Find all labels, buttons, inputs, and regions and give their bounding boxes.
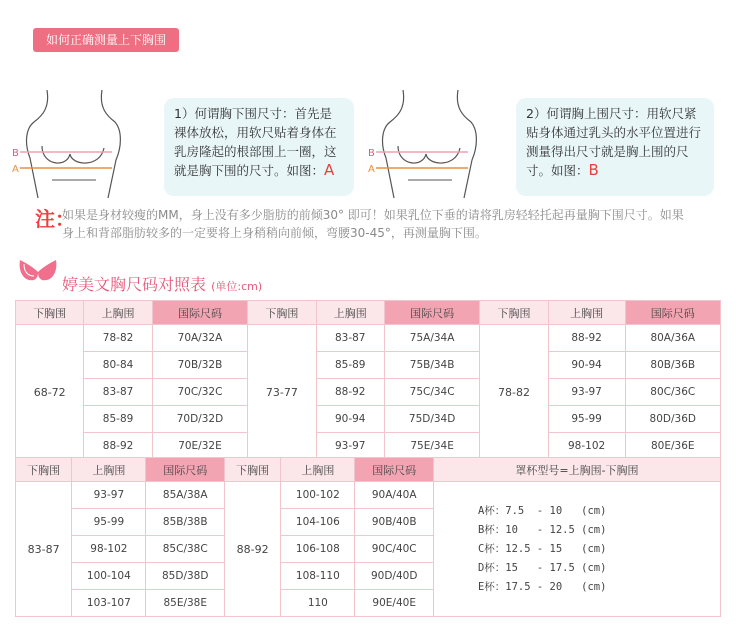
label-a: A [368, 164, 375, 175]
section-tag: 如何正确测量上下胸围 [33, 28, 179, 52]
header-intl-size: 国际尺码 [625, 301, 720, 325]
bra-icon [16, 256, 60, 286]
label-b: B [368, 148, 375, 159]
table-title [16, 256, 716, 292]
intl-size-value: 70C/32C [152, 379, 247, 406]
header-over-bust: 上胸围 [548, 301, 625, 325]
over-bust-value: 93-97 [548, 379, 625, 406]
over-bust-value: 90-94 [548, 352, 625, 379]
instruction-under-text: 1）何谓胸下围尺寸：首先是裸体放松，用软尺贴着身体在乳房隆起的根部围上一圈，这就是胸下围的尺寸。如图： [174, 106, 337, 178]
table-row [16, 352, 721, 379]
intl-size-value: 85B/38B [146, 509, 224, 536]
intl-size-value: 70A/32A [152, 325, 247, 352]
intl-size-value: 90A/40A [355, 482, 433, 509]
over-bust-value: 93-97 [72, 482, 146, 509]
table-row [16, 379, 721, 406]
cup-size-line: C杯：12.5 - 15 (cm) [477, 542, 607, 555]
cup-size-line: E杯：17.5 - 20 (cm) [477, 580, 607, 593]
header-cup-formula: 罩杯型号=上胸围-下胸围 [433, 458, 720, 482]
instruction-under-mark: A [324, 161, 335, 179]
instruction-over-mark: B [588, 161, 599, 179]
over-bust-value: 108-110 [281, 563, 355, 590]
under-bust-range: 78-82 [480, 325, 548, 460]
table-header-row [16, 458, 721, 482]
over-bust-value: 88-92 [316, 379, 384, 406]
intl-size-value: 85D/38D [146, 563, 224, 590]
header-under-bust: 下胸围 [16, 301, 84, 325]
over-bust-value: 90-94 [316, 406, 384, 433]
intl-size-value: 85E/38E [146, 590, 224, 617]
over-bust-value: 100-104 [72, 563, 146, 590]
intl-size-value: 80A/36A [625, 325, 720, 352]
intl-size-value: 70E/32E [152, 433, 247, 460]
over-bust-value: 80-84 [84, 352, 152, 379]
intl-size-value: 85C/38C [146, 536, 224, 563]
header-over-bust: 上胸围 [72, 458, 146, 482]
torso-illustration [12, 88, 122, 200]
over-bust-value: 78-82 [84, 325, 152, 352]
over-bust-value: 95-99 [72, 509, 146, 536]
header-under-bust: 下胸围 [248, 301, 316, 325]
intl-size-value: 90C/40C [355, 536, 433, 563]
table-row [16, 406, 721, 433]
cup-size-line: B杯：10 - 12.5 (cm) [477, 523, 607, 536]
intl-size-value: 90B/40B [355, 509, 433, 536]
under-bust-range: 88-92 [224, 482, 280, 617]
table-row [16, 482, 721, 509]
note-section [35, 206, 685, 242]
header-under-bust: 下胸围 [16, 458, 72, 482]
intl-size-value: 75A/34A [384, 325, 479, 352]
over-bust-value: 83-87 [84, 379, 152, 406]
cup-size-line: D杯：15 - 17.5 (cm) [477, 561, 607, 574]
intl-size-value: 75D/34D [384, 406, 479, 433]
label-b: B [12, 148, 19, 159]
header-intl-size: 国际尺码 [152, 301, 247, 325]
intl-size-value: 70D/32D [152, 406, 247, 433]
torso-illustration [368, 88, 478, 200]
intl-size-value: 75B/34B [384, 352, 479, 379]
header-over-bust: 上胸围 [316, 301, 384, 325]
header-intl-size: 国际尺码 [355, 458, 433, 482]
over-bust-value: 95-99 [548, 406, 625, 433]
note-text: 如果是身材较瘦的MM，身上没有多少脂肪的前倾30° 即可！如果乳位下垂的请将乳房轻轻托起再量胸下围尺寸。如果身上和背部脂肪较多的一定要将上身稍稍向前倾，弯腰30-45°，再测量胸下围。 [62, 208, 684, 240]
torso-figure-over [368, 88, 478, 200]
header-intl-size: 国际尺码 [146, 458, 224, 482]
instruction-under-bust [164, 98, 354, 196]
size-table-bottom [15, 457, 721, 617]
note-label: 注： [35, 207, 75, 231]
table-row [16, 433, 721, 460]
intl-size-value: 80D/36D [625, 406, 720, 433]
intl-size-value: 70B/32B [152, 352, 247, 379]
instruction-over-text: 2）何谓胸上围尺寸：用软尺紧贴身体通过乳头的水平位置进行测量得出尺寸就是胸上围的尺寸。如图： [526, 106, 702, 178]
intl-size-value: 90E/40E [355, 590, 433, 617]
over-bust-value: 103-107 [72, 590, 146, 617]
over-bust-value: 83-87 [316, 325, 384, 352]
over-bust-value: 85-89 [316, 352, 384, 379]
table-row [16, 325, 721, 352]
intl-size-value: 80C/36C [625, 379, 720, 406]
header-over-bust: 上胸围 [281, 458, 355, 482]
intl-size-value: 75E/34E [384, 433, 479, 460]
table-title-text [62, 272, 262, 295]
over-bust-value: 85-89 [84, 406, 152, 433]
header-under-bust: 下胸围 [480, 301, 548, 325]
intl-size-value: 90D/40D [355, 563, 433, 590]
over-bust-value: 100-102 [281, 482, 355, 509]
intl-size-value: 80E/36E [625, 433, 720, 460]
instruction-over-bust [516, 98, 714, 196]
cup-size-line: A杯：7.5 - 10 (cm) [477, 504, 607, 517]
under-bust-range: 83-87 [16, 482, 72, 617]
over-bust-value: 88-92 [84, 433, 152, 460]
over-bust-value: 98-102 [72, 536, 146, 563]
cup-size-list [433, 482, 720, 617]
size-table-top [15, 300, 721, 460]
label-a: A [12, 164, 19, 175]
header-over-bust: 上胸围 [84, 301, 152, 325]
over-bust-value: 93-97 [316, 433, 384, 460]
over-bust-value: 110 [281, 590, 355, 617]
over-bust-value: 104-106 [281, 509, 355, 536]
table-unit: (单位:cm) [211, 280, 263, 293]
under-bust-range: 73-77 [248, 325, 316, 460]
intl-size-value: 80B/36B [625, 352, 720, 379]
over-bust-value: 98-102 [548, 433, 625, 460]
header-under-bust: 下胸围 [224, 458, 280, 482]
table-title-main: 婷美文胸尺码对照表 [62, 275, 207, 294]
intl-size-value: 85A/38A [146, 482, 224, 509]
over-bust-value: 106-108 [281, 536, 355, 563]
torso-figure-under [12, 88, 122, 200]
intl-size-value: 75C/34C [384, 379, 479, 406]
table-header-row [16, 301, 721, 325]
under-bust-range: 68-72 [16, 325, 84, 460]
over-bust-value: 88-92 [548, 325, 625, 352]
header-intl-size: 国际尺码 [384, 301, 479, 325]
